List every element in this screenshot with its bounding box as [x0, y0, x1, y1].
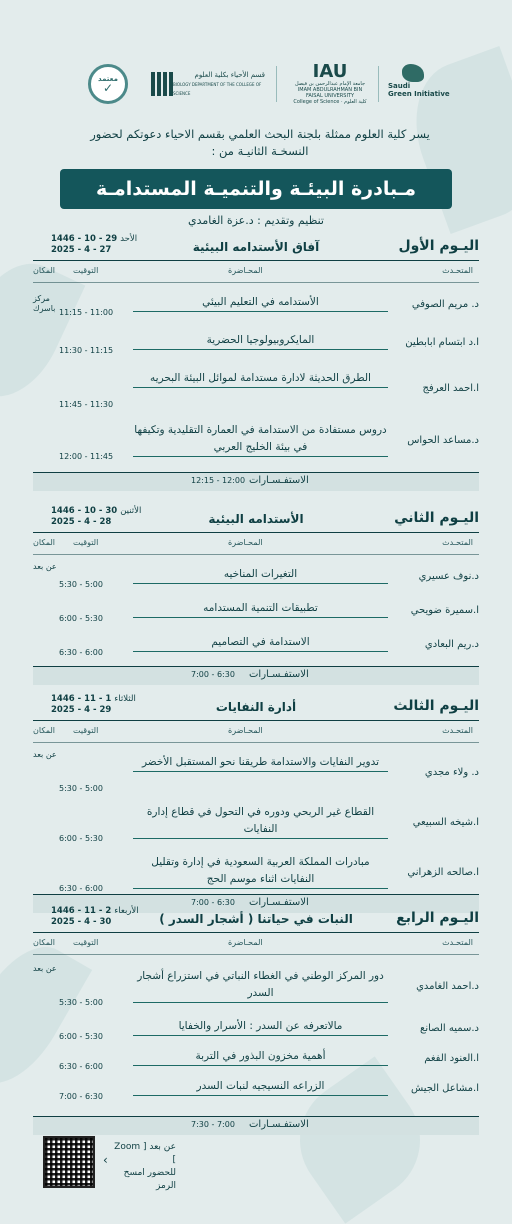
hijri-date: 1446 - 11 - 1 — [51, 694, 112, 704]
session-row — [33, 634, 479, 658]
dna-icon — [151, 72, 173, 96]
day-title: النبات في حياتنا ( أشجار السدر ) — [159, 912, 353, 926]
questions-bar — [33, 472, 479, 491]
day-dates — [51, 234, 137, 256]
session-row — [33, 964, 479, 1008]
session-place: عن بعد — [33, 750, 57, 759]
session-time: 6:00 - 5:30 — [59, 834, 103, 843]
lecture-title: تطبيقات التنمية المستدامه — [133, 600, 388, 618]
saudi-green-initiative-logo — [388, 64, 468, 104]
session-time: 6:30 - 6:00 — [59, 648, 103, 657]
event-title-banner: مـبادرة البيئـة والتنميـة المستدامـة — [60, 169, 452, 209]
questions-time: 7:30 - 7:00 — [191, 1120, 235, 1129]
session-time: 6:00 - 5:30 — [59, 1032, 103, 1041]
hijri-date: 1446 - 11 - 2 — [51, 906, 112, 916]
speaker-name: ا.صالحه الزهراني — [407, 867, 479, 878]
session-row — [33, 562, 479, 590]
hijri-date: 1446 - 10 - 30 — [51, 506, 118, 516]
speaker-name: د. مريم الصوفي — [411, 299, 479, 310]
session-row — [33, 294, 479, 318]
day-title: آفاق الأستدامه البيئية — [192, 240, 320, 254]
speaker-name: د.نوف عسيري — [418, 571, 479, 582]
chevron-left-icon: ‹ — [103, 1153, 108, 1167]
gregorian-date: 2025 - 4 - 30 — [51, 917, 112, 927]
session-row — [33, 1048, 479, 1072]
table-header — [33, 535, 479, 553]
questions-bar — [33, 666, 479, 685]
day-section — [33, 506, 479, 686]
session-row — [33, 370, 479, 410]
session-time: 6:30 - 6:00 — [59, 884, 103, 893]
table-header — [33, 263, 479, 281]
day-header — [33, 906, 479, 932]
zoom-instructions — [112, 1141, 176, 1193]
session-time: 11:30 - 11:15 — [59, 346, 114, 355]
speaker-name: ا.د ابتسام ابابطين — [405, 337, 479, 348]
day-name: اليـوم الأول — [398, 238, 479, 254]
logo-strip — [0, 61, 512, 108]
day-header — [33, 506, 479, 532]
questions-label: الاستفـسـارات — [249, 475, 309, 486]
day-name: اليـوم الثالث — [393, 698, 479, 714]
session-time: 5:30 - 5:00 — [59, 998, 103, 1007]
university-logo — [290, 61, 370, 105]
department-name-en: BIOLOGY DEPARTMENT OF THE COLLEGE OF SCIENCE — [173, 81, 262, 96]
session-row — [33, 600, 479, 624]
questions-time: 7:00 - 6:30 — [191, 670, 235, 679]
lecture-header: المحـاضرة — [228, 726, 263, 735]
divider — [33, 282, 479, 283]
speaker-name: د.سميه الصانع — [420, 1023, 479, 1034]
day-dates — [51, 906, 139, 928]
speaker-name: ا.العنود الفغم — [424, 1053, 479, 1064]
day-section — [33, 694, 479, 914]
questions-label: الاستفـسـارات — [249, 669, 309, 680]
lecture-header: المحـاضرة — [228, 266, 263, 275]
day-header — [33, 234, 479, 260]
session-time: 12:00 - 11:45 — [59, 452, 114, 461]
session-row — [33, 1018, 479, 1042]
university-name-en: IMAM ABDULRAHMAN BIN FAISAL UNIVERSITY — [297, 87, 363, 99]
session-place: عن بعد — [33, 964, 57, 973]
session-time: 11:45 - 11:30 — [59, 400, 114, 409]
weekday: الأحد — [120, 234, 138, 244]
speaker-name: د.احمد الغامدي — [416, 981, 479, 992]
divider — [33, 932, 479, 933]
session-time: 6:30 - 6:00 — [59, 1062, 103, 1071]
time-header: التوقيت — [73, 266, 99, 275]
zoom-line-1: عن بعد [ Zoom ] — [114, 1142, 176, 1165]
invitation-line-2: النسخـة الثانيـة من : — [211, 144, 309, 158]
speaker-header: المتحـدث — [442, 266, 473, 275]
place-header: المكان — [33, 538, 56, 547]
gregorian-date: 2025 - 4 - 29 — [51, 705, 112, 715]
hijri-date: 1446 - 10 - 29 — [51, 234, 118, 244]
seal-label: معتمد — [98, 75, 118, 83]
university-short-name: IAU — [312, 61, 348, 82]
session-place: مركز باسرك — [33, 294, 56, 313]
session-time: 11:15 - 11:00 — [59, 308, 114, 317]
weekday: الثلاثاء — [114, 694, 136, 704]
questions-time: 12:15 - 12:00 — [191, 476, 246, 485]
lecture-title: أهمية مخزون البذور في التربة — [133, 1048, 388, 1066]
questions-label: الاستفـسـارات — [249, 1119, 309, 1130]
speaker-name: ا.سميرة ضويحي — [410, 605, 479, 616]
lecture-title: الطرق الحديثة لادارة مستدامة لموائل البيئة البحريه — [133, 370, 388, 388]
lecture-title: تدوير النفايات والاستدامة طريقنا نحو المستقبل الأخضر — [133, 754, 388, 772]
session-time: 7:00 - 6:30 — [59, 1092, 103, 1101]
qr-code[interactable] — [43, 1136, 95, 1188]
table-header — [33, 723, 479, 741]
speaker-name: د.ريم البعادي — [424, 639, 479, 650]
speaker-header: المتحـدث — [442, 726, 473, 735]
day-title: أدارة النفايات — [215, 700, 297, 714]
day-header — [33, 694, 479, 720]
session-row — [33, 854, 479, 894]
initiative-line1: Saudi — [388, 82, 411, 90]
lecture-title: مبادرات المملكة العربية السعودية في إدارة وتقليل النفايات اثناء موسم الحج — [133, 854, 388, 889]
accreditation-seal — [88, 64, 128, 104]
day-name: اليـوم الثاني — [394, 510, 479, 526]
speaker-name: د. ولاء مجدي — [424, 767, 479, 778]
lecture-title: الأستدامه في التعليم البيئي — [133, 294, 388, 312]
table-header — [33, 935, 479, 953]
gregorian-date: 2025 - 4 - 27 — [51, 245, 112, 255]
place-header: المكان — [33, 726, 56, 735]
speaker-name: ا.احمد العرفج — [422, 383, 479, 394]
questions-label: الاستفـسـارات — [249, 897, 309, 908]
zoom-line-2: للحضور امسح الرمز — [123, 1168, 176, 1191]
speaker-name: د.مساعد الحواس — [407, 435, 479, 446]
logo-divider — [378, 66, 379, 102]
lecture-header: المحـاضرة — [228, 538, 263, 547]
session-time: 6:00 - 5:30 — [59, 614, 103, 623]
college-name: College of Science · كلية العلوم — [293, 99, 367, 105]
logo-divider — [276, 66, 277, 102]
initiative-line2: Green Initiative — [388, 90, 450, 98]
session-row — [33, 332, 479, 356]
lecture-title: الاستدامة في التصاميم — [133, 634, 388, 652]
session-row — [33, 750, 479, 794]
session-row — [33, 1078, 479, 1102]
weekday: الأثنين — [120, 506, 142, 516]
divider — [33, 720, 479, 721]
university-name-ar: جامعة الإمام عبدالرحمن بن فيصل — [294, 81, 366, 87]
speaker-name: ا.شيخه السبيعي — [412, 817, 479, 828]
check-icon: ✓ — [102, 81, 114, 95]
day-dates — [51, 694, 136, 716]
session-time: 5:30 - 5:00 — [59, 580, 103, 589]
time-header: التوقيت — [73, 938, 99, 947]
day-section — [33, 906, 479, 1136]
time-header: التوقيت — [73, 538, 99, 547]
questions-time: 7:00 - 6:30 — [191, 898, 235, 907]
place-header: المكان — [33, 938, 56, 947]
gregorian-date: 2025 - 4 - 28 — [51, 517, 112, 527]
department-name-ar: قسم الأحياء بكلية العلوم — [194, 70, 265, 79]
biology-department-logo — [145, 64, 265, 104]
organizer: تنظيم وتقديم : د.عزة الغامدي — [188, 214, 324, 227]
place-header: المكان — [33, 266, 56, 275]
day-section — [33, 234, 479, 492]
day-name: اليـوم الرابع — [396, 910, 479, 926]
lecture-title: مالاتعرفه عن السدر : الأسرار والخفايا — [133, 1018, 388, 1036]
divider — [33, 532, 479, 533]
day-dates — [51, 506, 141, 528]
speaker-name: ا.مشاعل الجيش — [410, 1083, 479, 1094]
invitation-line-1: يسر كلية العلوم ممثلة بلجنة البحث العلمي بقسم الاحياء دعوتكم لحضور — [90, 127, 430, 141]
lecture-title: الزراعه النسيجيه لنبات السدر — [133, 1078, 388, 1096]
lecture-title: القطاع غير الربحي ودوره في التحول في قطاع إدارة النفايات — [133, 804, 388, 839]
session-time: 5:30 - 5:00 — [59, 784, 103, 793]
lecture-title: المايكروبيولوجيا الحضرية — [133, 332, 388, 350]
lecture-title: التغيرات المناخيه — [133, 566, 388, 584]
divider — [33, 554, 479, 555]
lecture-title: دروس مستفادة من الاستدامة في العمارة التقليدية وتكيفها في بيئة الخليج العربي — [133, 422, 388, 457]
day-title: الأستدامه البيئية — [208, 512, 304, 526]
invitation-text — [20, 126, 500, 160]
session-row — [33, 804, 479, 844]
lecture-header: المحـاضرة — [228, 938, 263, 947]
session-place: عن بعد — [33, 562, 57, 571]
lecture-title: دور المركز الوطني في الغطاء النباتي في استزراع أشجار السدر — [133, 968, 388, 1003]
divider — [33, 260, 479, 261]
weekday: الأربعاء — [114, 906, 139, 916]
divider — [33, 742, 479, 743]
department-text — [173, 71, 265, 98]
speaker-header: المتحـدث — [442, 538, 473, 547]
questions-bar — [33, 1116, 479, 1135]
session-row — [33, 422, 479, 462]
speaker-header: المتحـدث — [442, 938, 473, 947]
divider — [33, 954, 479, 955]
time-header: التوقيت — [73, 726, 99, 735]
saudi-map-icon — [402, 64, 424, 82]
